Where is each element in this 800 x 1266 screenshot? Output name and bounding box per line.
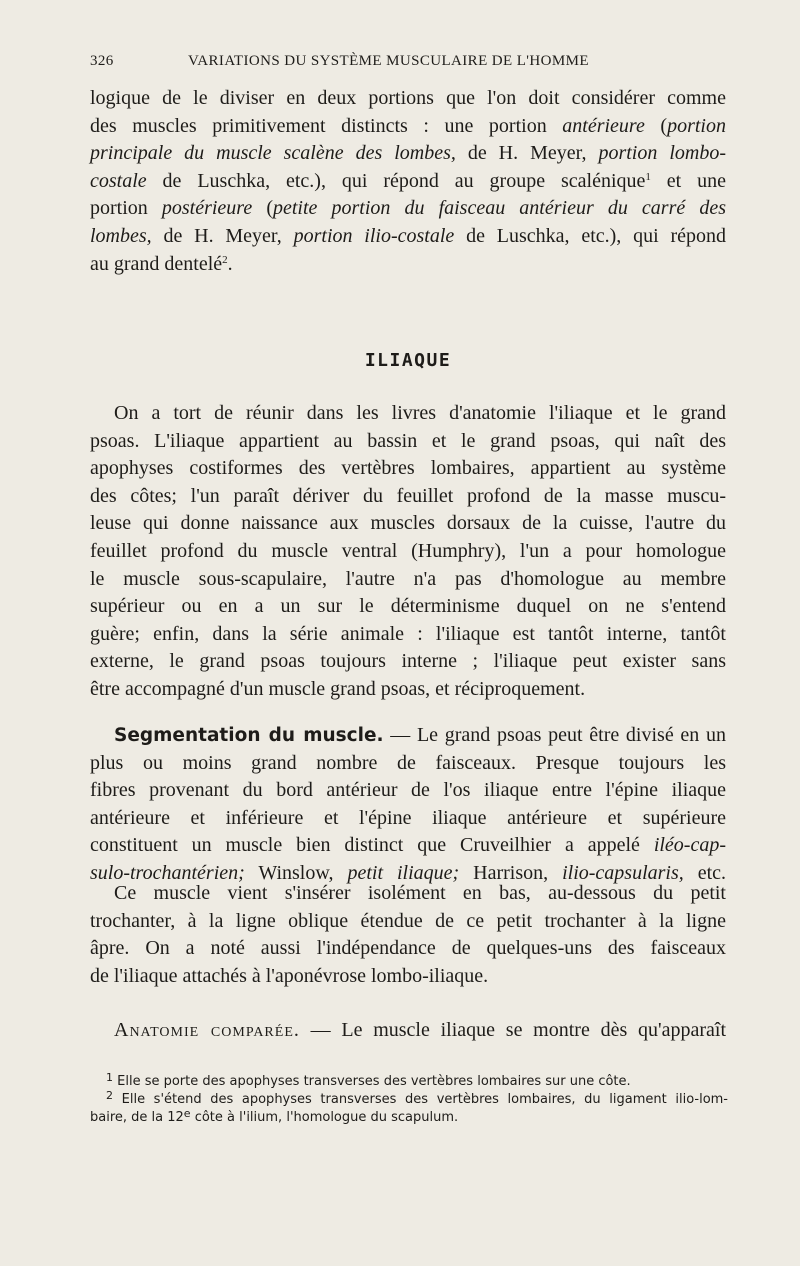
- section-heading: ILIAQUE: [364, 350, 452, 371]
- text-line: guère; enfin, dans la série animale : l'iliaque est tantôt interne, tantôt: [90, 622, 726, 645]
- text-line: lombes, de H. Meyer, portion ilio-costale de Luschka, etc.), qui répond: [90, 224, 726, 247]
- paragraph-anatomie-comparee: [90, 1017, 726, 1045]
- footnote-1: $^1$ Elle se porte des apophyses transverses des vertèbres lombaires sur une côte.: [106, 1071, 631, 1089]
- text-line: plus ou moins grand nombre de faisceaux. Presque toujours les: [90, 751, 726, 774]
- text-line: des côtes; l'un paraît dériver du feuillet profond de la masse muscu-: [90, 484, 726, 507]
- text-line: être accompagné d'un muscle grand psoas, et réciproquement.: [90, 677, 586, 700]
- bleed-through-decoration: [88, 280, 728, 350]
- text-line: Anatomie comparée. — Le muscle iliaque se montre dès qu'apparaît: [114, 1019, 726, 1041]
- text-line: supérieur ou en a un sur le déterminisme duquel on ne s'entend: [90, 595, 726, 618]
- text-line: apophyses costiformes des vertèbres lombaires, appartient au système: [90, 457, 726, 480]
- running-title: VARIATIONS DU SYSTÈME MUSCULAIRE DE L'HOMME: [188, 53, 589, 69]
- text-line: logique de le diviser en deux portions que l'on doit considérer comme: [90, 87, 726, 109]
- text-line: psoas. L'iliaque appartient au bassin et le grand psoas, qui naît des: [90, 429, 726, 452]
- paragraph-segmentation: [90, 722, 726, 888]
- page-number: 326: [90, 53, 114, 69]
- footnote-2: $^2$ Elle s'étend des apophyses transverses des vertèbres lombaires, du ligament ilio-lom-: [106, 1089, 728, 1107]
- paragraph-lead: Segmentation du muscle.: [114, 725, 384, 746]
- text-line: feuillet profond du muscle ventral (Humphry), l'un a pour homologue: [90, 539, 726, 562]
- paragraph-insertion: [90, 880, 726, 990]
- text-line: le muscle sous-scapulaire, l'autre n'a pas d'homologue au membre: [90, 567, 726, 590]
- text-line: constituent un muscle bien distinct que Cruveilhier a appelé iléo-cap-: [90, 834, 726, 857]
- text-line: Segmentation du muscle. — Le grand psoas peut être divisé en un: [114, 724, 726, 746]
- text-line: âpre. On a noté aussi l'indépendance de quelques-uns des faisceaux: [90, 937, 726, 960]
- text-line: principale du muscle scalène des lombes, de H. Meyer, portion lombo-: [90, 142, 726, 165]
- text-line: antérieure et inférieure et l'épine iliaque antérieure et supérieure: [90, 806, 726, 829]
- text-line: On a tort de réunir dans les livres d'anatomie l'iliaque et le grand: [114, 402, 726, 424]
- footnote-2-continuation: baire, de la 12e côte à l'ilium, l'homologue du scapulum.: [90, 1107, 459, 1125]
- text-line: au grand dentelé$^2$.: [90, 252, 233, 275]
- text-line: externe, le grand psoas toujours interne ; l'iliaque peut exister sans: [90, 650, 726, 673]
- footnote-ref: 2: [222, 253, 228, 266]
- footnotes: [90, 1071, 728, 1127]
- text-line: des muscles primitivement distincts : une portion antérieure (portion: [90, 114, 726, 137]
- text-line: trochanter, à la ligne oblique étendue de ce petit trochanter à la ligne: [90, 909, 726, 932]
- text-line: de l'iliaque attachés à l'aponévrose lombo-iliaque.: [90, 964, 489, 987]
- text-line: portion postérieure (petite portion du faisceau antérieur du carré des: [90, 197, 726, 220]
- footnote-ref: 1: [645, 170, 651, 183]
- text-line: costale de Luschka, etc.), qui répond au groupe scalénique$^1$ et une: [90, 169, 727, 192]
- text-line: fibres provenant du bord antérieur de l'os iliaque entre l'épine iliaque: [90, 779, 726, 802]
- paragraph-iliaque-intro: [90, 400, 726, 704]
- running-header: [90, 53, 726, 75]
- intro-paragraph: [90, 85, 726, 278]
- text-line: leuse qui donne naissance aux muscles dorsaux de la cuisse, l'autre du: [90, 512, 726, 535]
- text-line: sulo-trochantérien; Winslow, petit iliaque; Harrison, ilio-capsularis, etc.: [90, 861, 727, 884]
- paragraph-lead: Anatomie comparée.: [114, 1019, 300, 1041]
- text-line: Ce muscle vient s'insérer isolément en bas, au-dessous du petit: [114, 882, 726, 904]
